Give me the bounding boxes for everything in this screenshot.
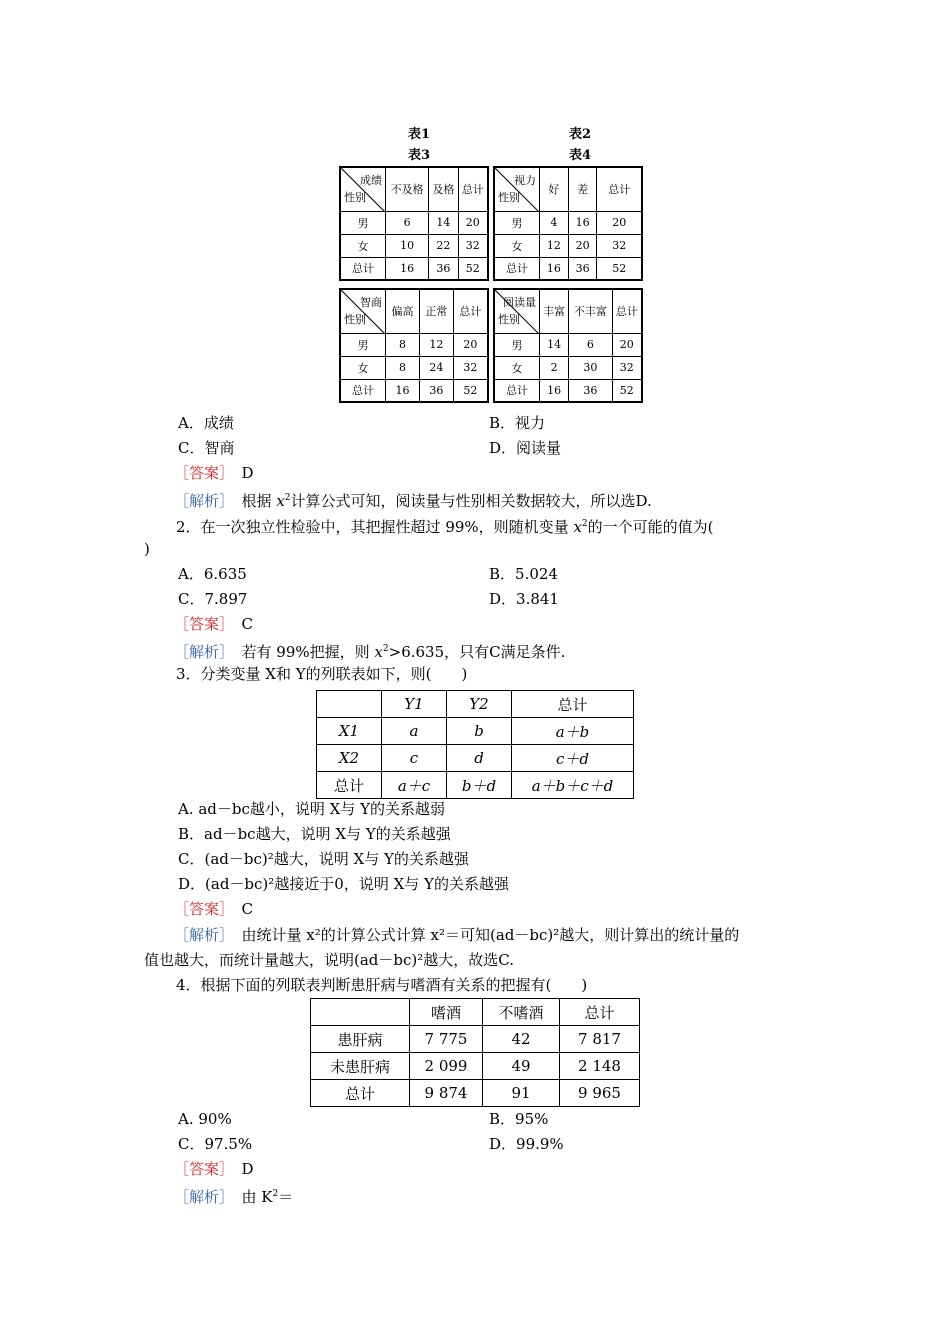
table-cell: 好	[540, 167, 569, 211]
table-cell: c	[382, 745, 447, 772]
table-cell: 未患肝病	[311, 1053, 410, 1080]
table-cell: 2 099	[410, 1053, 483, 1080]
table-cell: 9 965	[560, 1080, 640, 1107]
table-cell: 20	[458, 211, 488, 234]
table-cell: 偏高	[386, 289, 420, 333]
table-cell: 嗜酒	[410, 999, 483, 1026]
table-cell: b＋d	[447, 772, 512, 799]
q2-option-a: A．6.635	[178, 565, 247, 583]
table-cell: 32	[612, 356, 642, 379]
table-cell: 总计	[597, 167, 642, 211]
table-cell: d	[447, 745, 512, 772]
table-cell: 男	[494, 333, 540, 356]
table-cell: 20	[612, 333, 642, 356]
table-cell: 49	[483, 1053, 560, 1080]
table-cell: 总计	[512, 691, 634, 718]
table-cell: 20	[453, 333, 488, 356]
table-cell: 12	[419, 333, 453, 356]
table-cell: 32	[597, 234, 642, 257]
table-cell: 36	[569, 379, 612, 402]
q3-analysis-cont: 值也越大，而统计量越大，说明(ad－bc)²越大，故选C.	[144, 951, 514, 969]
table-cell: 女	[340, 234, 386, 257]
table-cell: 不丰富	[569, 289, 612, 333]
table-cell: 16	[568, 211, 597, 234]
table-cell: 32	[458, 234, 488, 257]
q3-option-c: C．(ad－bc)²越大，说明 X与 Y的关系越强	[178, 850, 469, 868]
table-cell: a	[382, 718, 447, 745]
q1-option-a: A．成绩	[178, 414, 234, 432]
table4-caption: 表4	[569, 148, 592, 163]
table-cell: a＋b＋c＋d	[512, 772, 634, 799]
table-cell: 男	[340, 211, 386, 234]
table-cell: 女	[494, 356, 540, 379]
table-cell: 24	[419, 356, 453, 379]
table-cell: 32	[453, 356, 488, 379]
q4-stem: 4．根据下面的列联表判断患肝病与嗜酒有关系的把握有( )	[176, 976, 588, 994]
table-cell: Y2	[447, 691, 512, 718]
table-cell: X2	[317, 745, 382, 772]
q1-option-d: D．阅读量	[489, 439, 562, 457]
table-cell: 不及格	[386, 167, 429, 211]
table-cell: 4	[540, 211, 569, 234]
table-cell: 及格	[429, 167, 458, 211]
table-cell: 女	[494, 234, 540, 257]
table-cell: 9 874	[410, 1080, 483, 1107]
table-cell: 16	[386, 257, 429, 280]
table-cell: 36	[429, 257, 458, 280]
table-cell: 16	[386, 379, 420, 402]
table-cell: 2	[540, 356, 569, 379]
table-cell: 总计	[317, 772, 382, 799]
table3-diag-header: 智商 性别	[340, 289, 386, 333]
table-cell: 总计	[453, 289, 488, 333]
table-cell: 男	[340, 333, 386, 356]
q1-option-c: C．智商	[178, 439, 235, 457]
q2-option-d: D．3.841	[489, 590, 559, 608]
table-cell: 7 817	[560, 1026, 640, 1053]
table-cell: 患肝病	[311, 1026, 410, 1053]
q4-option-c: C．97.5%	[178, 1135, 253, 1153]
table-cell: 22	[429, 234, 458, 257]
q2-option-b: B．5.024	[489, 565, 558, 583]
table-cell: 42	[483, 1026, 560, 1053]
table-cell: 女	[340, 356, 386, 379]
table-cell: 52	[612, 379, 642, 402]
table-cell: 正常	[419, 289, 453, 333]
table-cell: 14	[540, 333, 569, 356]
table2	[493, 166, 643, 281]
table4-diag-header: 阅读量 性别	[494, 289, 540, 333]
table-cell: Y1	[382, 691, 447, 718]
q4-table	[310, 998, 640, 1107]
table1-diag-header: 成绩 性别	[340, 167, 386, 211]
table-cell: 7 775	[410, 1026, 483, 1053]
table-cell: c＋d	[512, 745, 634, 772]
table-cell: 52	[453, 379, 488, 402]
table1-caption: 表1	[408, 127, 431, 142]
q4-option-a: A. 90%	[178, 1110, 232, 1128]
table-cell	[311, 999, 410, 1026]
table-cell: 丰富	[540, 289, 569, 333]
table-cell: 男	[494, 211, 540, 234]
q3-option-d: D．(ad－bc)²越接近于0，说明 X与 Y的关系越强	[178, 875, 509, 893]
table-cell: a＋b	[512, 718, 634, 745]
table-cell: 52	[458, 257, 488, 280]
table-cell: 2 148	[560, 1053, 640, 1080]
q4-option-b: B．95%	[489, 1110, 549, 1128]
table-cell: 总计	[560, 999, 640, 1026]
q1-answer: ［答案］ D	[174, 464, 254, 482]
table-cell: 总计	[494, 257, 540, 280]
table-cell: 52	[597, 257, 642, 280]
q2-stem: 2．在一次独立性检验中，其把握性超过 99%，则随机变量 $x^2$的一个可能的值为(	[176, 518, 714, 536]
q3-table	[316, 690, 634, 799]
table3-caption: 表3	[408, 148, 431, 163]
table-cell: 36	[568, 257, 597, 280]
table-cell: 20	[597, 211, 642, 234]
q2-answer: ［答案］ C	[174, 615, 254, 633]
table-cell: 不嗜酒	[483, 999, 560, 1026]
table-cell: X1	[317, 718, 382, 745]
table3	[339, 288, 489, 403]
table-cell: 总计	[340, 379, 386, 402]
table1	[339, 166, 489, 281]
table-cell: 8	[386, 333, 420, 356]
table2-diag-header: 视力 性别	[494, 167, 540, 211]
table2-caption: 表2	[569, 127, 592, 142]
q4-option-d: D．99.9%	[489, 1135, 564, 1153]
table4	[493, 288, 643, 403]
table-cell: 16	[540, 257, 569, 280]
table-cell: 总计	[340, 257, 386, 280]
q3-answer: ［答案］ C	[174, 900, 254, 918]
q3-option-b: B．ad－bc越大，说明 X与 Y的关系越强	[178, 825, 451, 843]
table-cell: 30	[569, 356, 612, 379]
q2-option-c: C．7.897	[178, 590, 248, 608]
table-cell: 总计	[612, 289, 642, 333]
table-cell: 8	[386, 356, 420, 379]
q4-analysis: ［解析］ 由 $K^2=$	[174, 1188, 294, 1206]
q3-analysis: ［解析］ 由统计量 x²的计算公式计算 x²＝可知(ad－bc)²越大，则计算出的统计量的	[174, 926, 740, 944]
table-cell: 总计	[458, 167, 488, 211]
table-cell: 总计	[311, 1080, 410, 1107]
table-cell	[317, 691, 382, 718]
q2-analysis: ［解析］ 若有 99%把握，则 $x^2>6.635$，只有C满足条件.	[174, 643, 566, 661]
table-cell: 14	[429, 211, 458, 234]
table-cell: 6	[386, 211, 429, 234]
table-cell: 总计	[494, 379, 540, 402]
table-cell: 36	[419, 379, 453, 402]
table-cell: 91	[483, 1080, 560, 1107]
table-cell: 10	[386, 234, 429, 257]
q2-stem-cont: )	[144, 540, 150, 558]
q3-option-a: A. ad－bc越小，说明 X与 Y的关系越弱	[178, 800, 446, 818]
q4-answer: ［答案］ D	[174, 1160, 254, 1178]
q1-analysis: ［解析］ 根据 $x^2$计算公式可知，阅读量与性别相关数据较大，所以选D.	[174, 492, 652, 510]
q3-stem: 3．分类变量 X和 Y的列联表如下，则( )	[176, 665, 468, 683]
table-cell: 16	[540, 379, 569, 402]
table-cell: 差	[568, 167, 597, 211]
table-cell: 12	[540, 234, 569, 257]
table-cell: b	[447, 718, 512, 745]
table-cell: a＋c	[382, 772, 447, 799]
table-cell: 20	[568, 234, 597, 257]
q1-option-b: B．视力	[489, 414, 546, 432]
table-cell: 6	[569, 333, 612, 356]
